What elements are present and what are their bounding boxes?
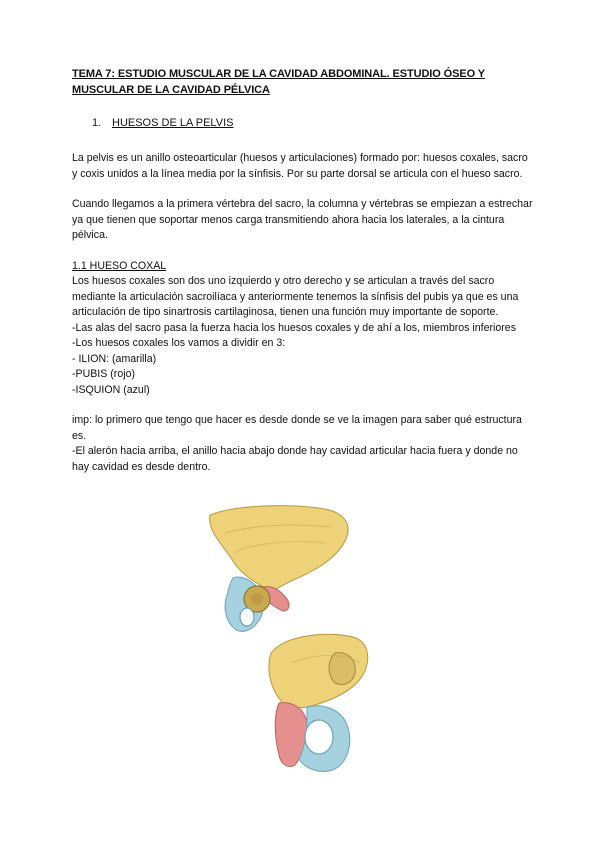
list-item-pubis: -PUBIS (rojo) <box>72 368 135 380</box>
paragraph-coxal-bones: Los huesos coxales son dos uno izquierdo y otro derecho y se articulan a través del sacro mediante la articulación sacroilíaca y anteriormente tenemos la sínfisis del pubis ya que es una articulación de tipo sinartrosis cartilaginosa, tienen una función muy importante de soporte. <box>72 275 519 318</box>
ilium-upper <box>210 506 348 591</box>
section-heading-1 <box>92 116 534 131</box>
title-line-2: MUSCULAR DE LA CAVIDAD PÉLVICA <box>72 84 270 96</box>
paragraph-sacrum: Cuando llegamos a la primera vértebra del sacro, la columna y vértebras se empiezan a estrechar ya que tienen que soportar menos carga transmitiendo ahora hacia los laterales, a la cintura pélvica. <box>72 198 533 241</box>
subsection-heading-hueso-coxal: 1.1 HUESO COXAL <box>72 259 167 272</box>
document-title <box>72 66 534 98</box>
paragraph-alas-sacro: -Las alas del sacro pasa la fuerza hacia los huesos coxales y de ahí a los, miembros inferiores <box>72 321 516 334</box>
list-item-ilion: - ILION: (amarilla) <box>72 352 157 365</box>
hip-bone-lateral-view <box>210 506 348 632</box>
paragraph-important-note: imp: lo primero que tengo que hacer es desde donde se ve la imagen para saber qué estructura es. <box>72 414 522 442</box>
document-page <box>72 66 534 475</box>
auricular-surface <box>329 653 355 685</box>
paragraph-pelvis-definition: La pelvis es un anillo osteoarticular (huesos y articulaciones) formado por: huesos coxales, sacro y coxis unidos a la línea media por la sínfisis. Por su parte dorsal se articula con el hueso sacro. <box>72 152 528 180</box>
title-line-1: TEMA 7: ESTUDIO MUSCULAR DE LA CAVIDAD ABDOMINAL. ESTUDIO ÓSEO Y <box>72 68 486 80</box>
section-number: 1. <box>92 117 102 129</box>
paragraph-division: -Los huesos coxales los vamos a dividir en 3: <box>72 337 286 349</box>
hip-bone-illustration <box>195 503 385 798</box>
section-title: HUESOS DE LA PELVIS <box>112 117 234 129</box>
list-item-isquion: -ISQUION (azul) <box>72 383 150 396</box>
obturator-foramen-upper <box>240 608 254 626</box>
paragraph-aleron: -El alerón hacia arriba, el anillo hacia abajo donde hay cavidad articular hacia fuera y donde no hay cavidad es desde dentro. <box>72 445 518 473</box>
obturator-foramen-lower <box>305 720 333 754</box>
hip-bone-medial-view <box>269 634 368 771</box>
